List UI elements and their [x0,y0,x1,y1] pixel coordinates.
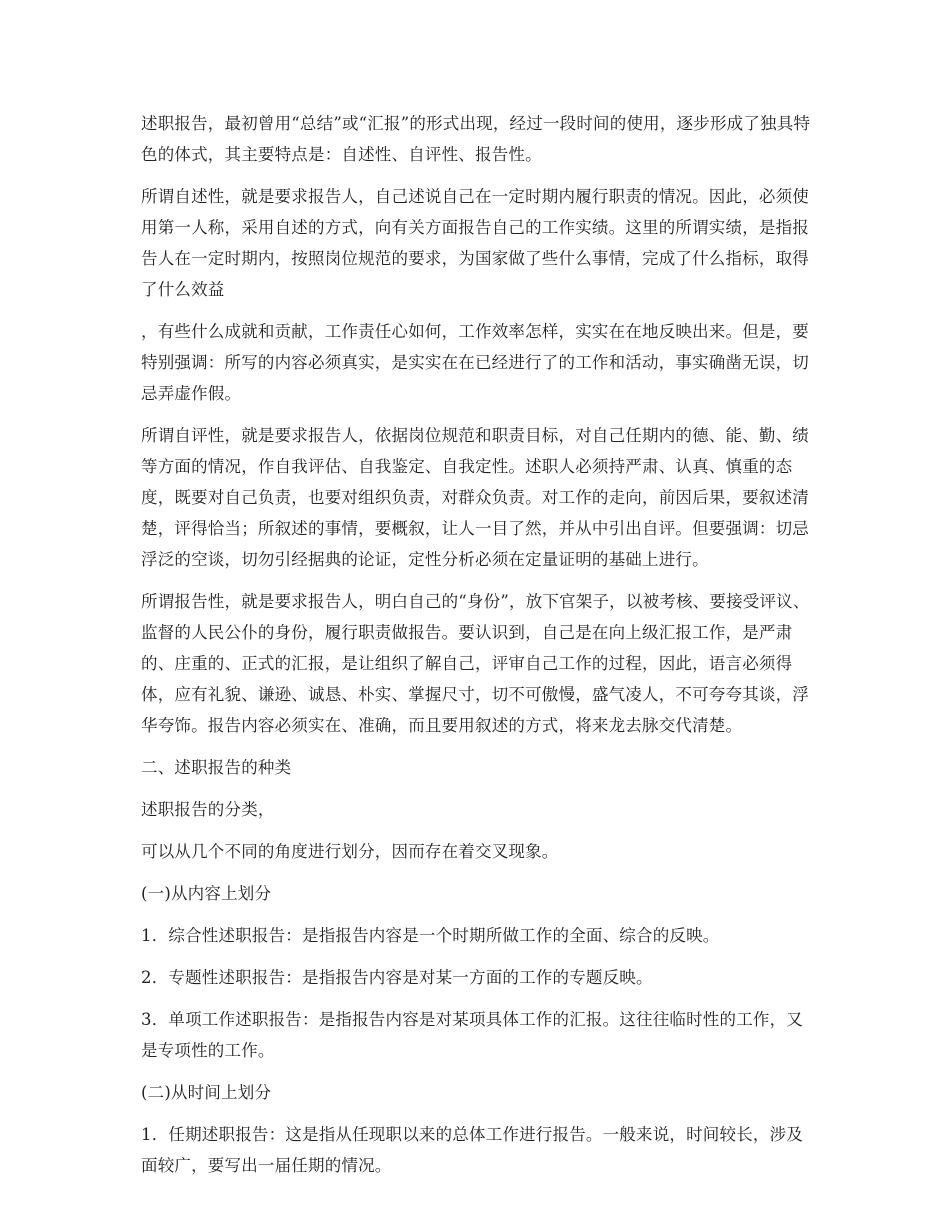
list-item-thematic: 2．专题性述职报告：是指报告内容是对某一方面的工作的专题反映。 [141,968,653,987]
subheading-by-time: (二)从时间上划分 [141,1083,272,1102]
paragraph-self-narration-continued: ，有些什么成就和贡献，工作责任心如何，工作效率怎样，实实在在地反映出来。但是，要特别强调：所写的内容必须真实，是实实在在已经进行了的工作和活动，事实确凿无误，切忌弄虚作假。 [141,322,809,403]
paragraph-self-narration: 所谓自述性，就是要求报告人，自己述说自己在一定时期内履行职责的情况。因此，必须使用第一人称，采用自述的方式，向有关方面报告自己的工作实绩。这里的所谓实绩，是指报告人在一定时期内，按照岗位规范的要求，为国家做了些什么事情，完成了什么指标，取得了什么效益 [141,187,809,299]
list-item-comprehensive: 1．综合性述职报告：是指报告内容是一个时期所做工作的全面、综合的反映。 [141,926,720,945]
paragraph-classification-detail: 可以从几个不同的角度进行划分，因而存在着交叉现象。 [141,842,559,861]
section-heading-types: 二、述职报告的种类 [141,758,292,777]
paragraph-classification: 述职报告的分类， [141,800,275,819]
list-item-single-task: 3．单项工作述职报告：是指报告内容是对某项具体工作的汇报。这往往临时性的工作，又是专项性的工作。 [141,1010,803,1060]
paragraph-self-evaluation: 所谓自评性，就是要求报告人，依据岗位规范和职责目标，对自己任期内的德、能、勤、绩等方面的情况，作自我评估、自我鉴定、自我定性。述职人必须持严肃、认真、慎重的态度，既要对自己负责，也要对组织负责，对群众负责。对工作的走向，前因后果，要叙述清楚，评得恰当；所叙述的事情，要概叙，让人一目了然，并从中引出自评。但要强调：切忌浮泛的空谈，切勿引经据典的论证，定性分析必须在定量证明的基础上进行。 [141,426,809,569]
paragraph-reporting: 所谓报告性，就是要求报告人，明白自己的“身份”，放下官架子，以被考核、要接受评议、监督的人民公仆的身份，履行职责做报告。要认识到，自己是在向上级汇报工作，是严肃的、庄重的、正式的汇报，是让组织了解自己，评审自己工作的过程，因此，语言必须得体，应有礼貌、谦逊、诚恳、朴实、掌握尺寸，切不可傲慢，盛气凌人，不可夸夸其谈，浮华夸饰。报告内容必须实在、准确，而且要用叙述的方式，将来龙去脉交代清楚。 [141,592,810,735]
list-item-term: 1．任期述职报告：这是指从任现职以来的总体工作进行报告。一般来说，时间较长，涉及面较广，要写出一届任期的情况。 [141,1125,803,1175]
paragraph-intro: 述职报告，最初曾用“总结”或“汇报”的形式出现，经过一段时间的使用，逐步形成了独具特色的体式，其主要特点是：自述性、自评性、报告性。 [141,114,811,164]
subheading-by-content: (一)从内容上划分 [141,884,272,903]
document-body [141,108,811,1192]
